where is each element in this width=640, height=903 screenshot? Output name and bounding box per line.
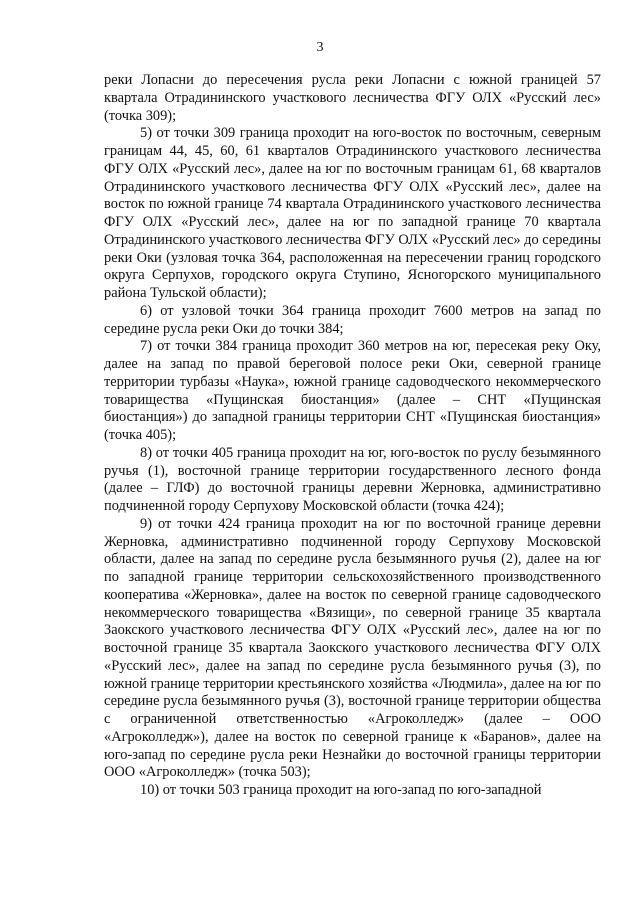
paragraph-item-8: 8) от точки 405 граница проходит на юг, юго-восток по руслу безымянного ручья (1), восточной границе территории государственного лесного фонда (далее – ГЛФ) до восточной границы деревни Жерновка, административно подчиненной городу Серпухову Московской области (точка 424);: [104, 444, 601, 514]
document-body: [104, 72, 601, 800]
paragraph-item-7: 7) от точки 384 граница проходит 360 метров на юг, пересекая реку Оку, далее на запад по правой береговой полосе реки Оки, северной границе территории турбазы «Наука», южной границе садоводческого некоммерческого товарищества «Пущинская биостанция» (далее – СНТ «Пущинская биостанция») до западной границы территории СНТ «Пущинская биостанция» (точка 405);: [104, 338, 601, 443]
paragraph-item-6: 6) от узловой точки 364 граница проходит 7600 метров на запад по середине русла реки Оки до точки 384;: [104, 302, 601, 337]
paragraph-continuation: реки Лопасни до пересечения русла реки Лопасни с южной границей 57 квартала Отрадининского участкового лесничества ФГУ ОЛХ «Русский лес» (точка 309);: [104, 72, 601, 124]
paragraph-item-5: 5) от точки 309 граница проходит на юго-восток по восточным, северным границам 44, 45, 60, 61 кварталов Отрадининского участкового лесничества ФГУ ОЛХ «Русский лес», далее на юг по восточным границам 61, 68 кварталов Отрадининского участкового лесничества ФГУ ОЛХ «Русский лес», далее на восток по южной границе 74 квартала Отрадининского участкового лесничества ФГУ ОЛХ «Русский лес», далее на юг по западной границе 70 квартала Отрадининского участкового лесничества ФГУ ОЛХ «Русский лес» до середины реки Оки (узловая точка 364, расположенная на пересечении границ городского округа Серпухов, городского округа Ступино, Ясногорского муниципального района Тульской области);: [104, 125, 601, 301]
page-number: 3: [316, 40, 324, 55]
paragraph-item-9: 9) от точки 424 граница проходит на юг по восточной границе деревни Жерновка, административно подчиненной городу Серпухову Московской области, далее на запад по середине русла безымянного ручья (2), далее на юг по западной границе территории сельскохозяйственного производственного кооператива «Жерновка», далее на восток по северной границе садоводческого некоммерческого товарищества «Вязищи», по северной границе 35 квартала Заокского участкового лесничества ФГУ ОЛХ «Русский лес», далее на юг по восточной границе 35 квартала Заокского участкового лесничества ФГУ ОЛХ «Русский лес», далее на запад по середине русла безымянного ручья (3), по южной границе территории крестьянского хозяйства «Людмила», далее на юг по середине русла безымянного ручья (3), восточной границе территории общества с ограниченной ответственностью «Агроколледж» (далее – ООО «Агроколледж»), далее на восток по северной границе к «Баранов», далее на юго-запад по середине русла реки Незнайки до восточной границы территории ООО «Агроколледж» (точка 503);: [104, 515, 601, 781]
paragraph-item-10: 10) от точки 503 граница проходит на юго-запад по юго-западной: [140, 782, 542, 798]
